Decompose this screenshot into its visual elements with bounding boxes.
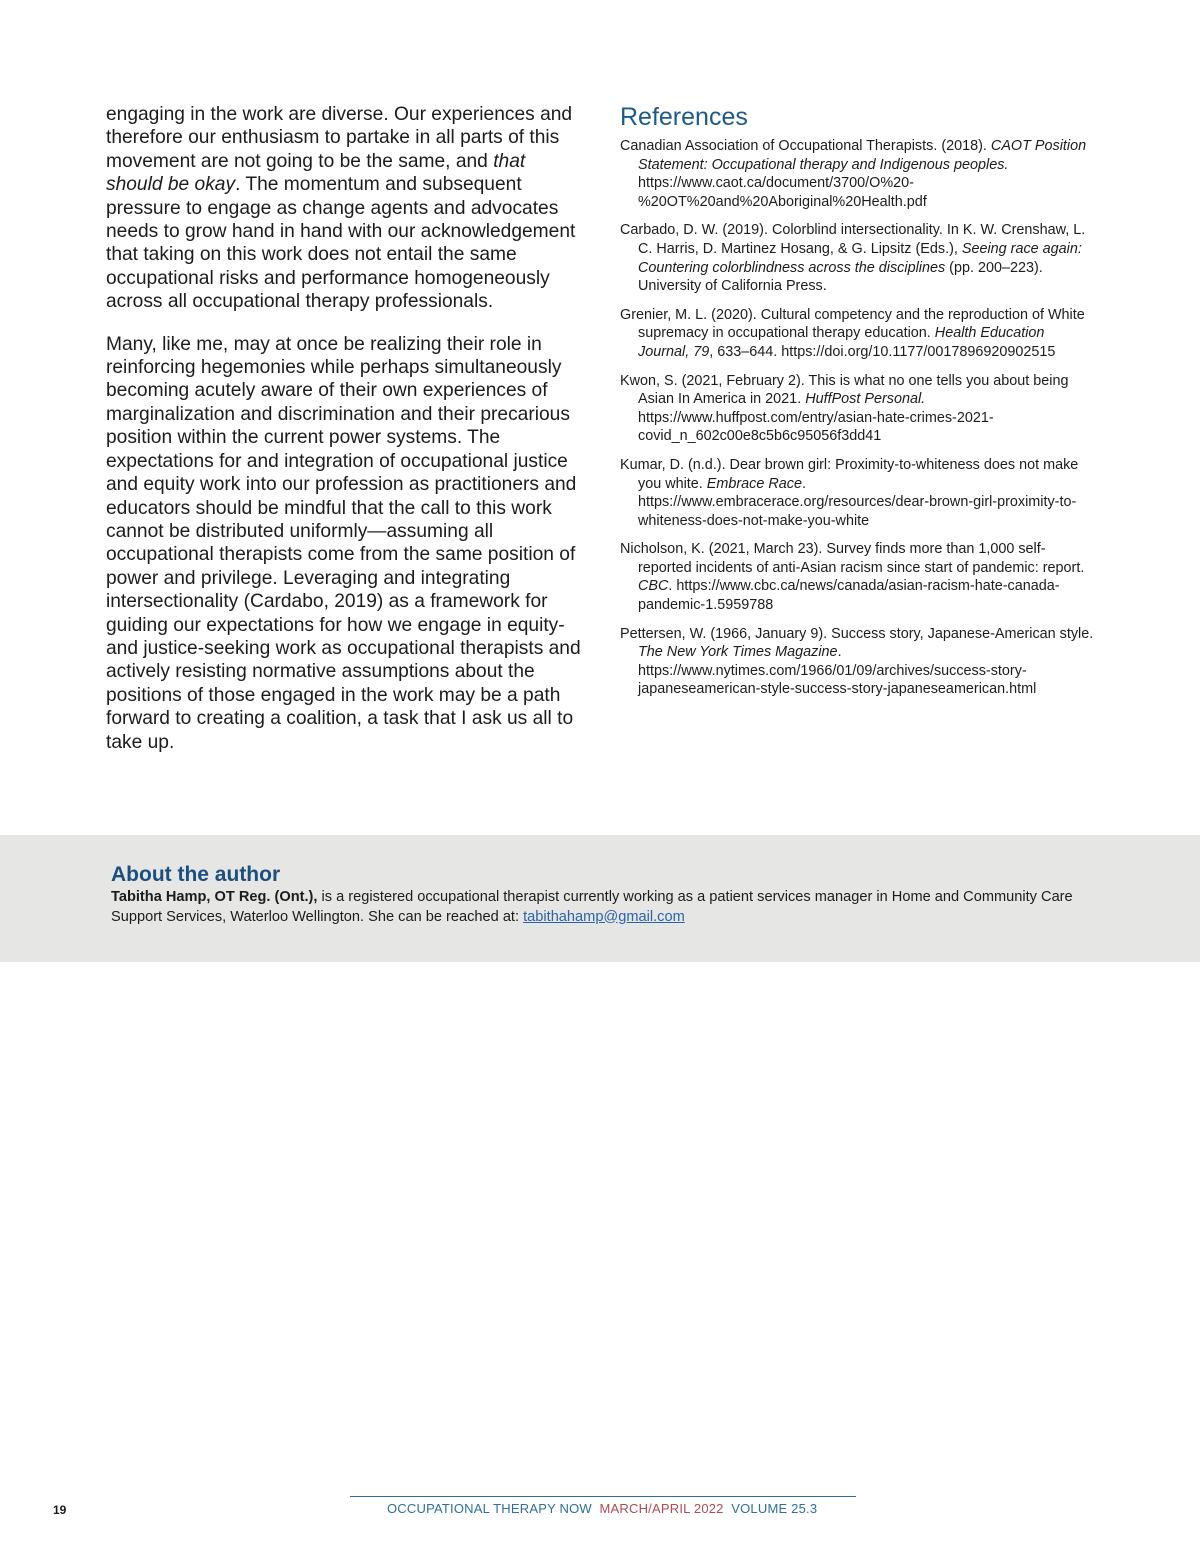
body-paragraph-1 <box>106 103 584 314</box>
reference-text: https://www.huffpost.com/entry/asian-hate-crimes-2021-covid_n_602c00e8c5b6c95056f3dd41 <box>638 409 994 445</box>
reference-text: Kumar, D. (n.d.). Dear brown girl: Proximity-to-whiteness does not make you white. <box>620 456 1079 492</box>
reference-item <box>620 540 1096 614</box>
reference-item <box>620 221 1096 295</box>
footer-volume: VOLUME 25.3 <box>731 1501 818 1516</box>
reference-text: (pp. 200–223). University of California Press. <box>638 259 1043 295</box>
about-author-panel <box>0 835 1200 962</box>
reference-item <box>620 372 1096 446</box>
references-column <box>620 102 1096 709</box>
footer-running-title <box>387 1501 817 1516</box>
reference-item <box>620 306 1096 362</box>
reference-text: Pettersen, W. (1966, January 9). Success story, Japanese-American style. <box>620 625 1094 642</box>
reference-text: Grenier, M. L. (2020). Cultural competency and the reproduction of White supremacy in occupational therapy education. <box>620 306 1085 342</box>
reference-text: . https://www.cbc.ca/news/canada/asian-racism-hate-canada-pandemic-1.5959788 <box>638 578 1060 614</box>
reference-text: . https://www.embracerace.org/resources/dear-brown-girl-proximity-to-whiteness-does-not-make-you-white <box>638 475 1077 529</box>
reference-title: Seeing race again: Countering colorblindness across the disciplines <box>638 240 1082 276</box>
reference-text: . https://www.nytimes.com/1966/01/09/archives/success-story-japaneseamerican-style-success-story-japaneseamerican.html <box>638 644 1037 698</box>
body-text: engaging in the work are diverse. Our experiences and therefore our enthusiasm to partake in all parts of this movement are not going to be the same, and <box>106 104 573 172</box>
footer-divider <box>350 1496 856 1497</box>
reference-title: Health Education Journal, 79 <box>638 325 1045 360</box>
page-number: 19 <box>53 1503 67 1517</box>
reference-text: , 633–644. https://doi.org/10.1177/0017896920902515 <box>709 343 1056 360</box>
footer-issue-date: MARCH/APRIL 2022 <box>599 1501 724 1516</box>
body-text: . The momentum and subsequent pressure to engage as change agents and advocates needs to grow hand in hand with our acknowledgement that taking on this work does not entail the same occupational risks and performance homogeneously across all occupational therapy professionals. <box>106 174 576 313</box>
reference-title: CAOT Position Statement: Occupational therapy and Indigenous peoples. <box>638 138 1087 173</box>
author-bio-text: is a registered occupational therapist currently working as a patient services manager in Home and Community Care Support Services, Waterloo Wellington. She can be reached at: <box>111 889 1073 925</box>
reference-title: HuffPost Personal. <box>805 391 926 408</box>
author-bio <box>111 888 1101 927</box>
reference-text: https://www.caot.ca/document/3700/O%20-%20OT%20and%20Aboriginal%20Health.pdf <box>638 175 927 210</box>
body-column <box>106 103 584 773</box>
reference-item <box>620 456 1096 530</box>
reference-text: Kwon, S. (2021, February 2). This is what no one tells you about being Asian In America in 2021. <box>620 372 1069 408</box>
about-author-heading: About the author <box>111 863 281 886</box>
body-paragraph-2: Many, like me, may at once be realizing their role in reinforcing hegemonies while perhaps simultaneously becoming acutely aware of their own experiences of marginalization and discrimination and their precarious position within the current power systems. The expectations for and integration of occupational justice and equity work into our profession as practitioners and educators should be mindful that the call to this work cannot be distributed uniformly—assuming all occupational therapists come from the same position of power and privilege. Leveraging and integrating intersectionality (Cardabo, 2019) as a framework for guiding our expectations for how we engage in equity- and justice-seeking work as occupational therapists and actively resisting normative assumptions about the positions of those engaged in the work may be a path forward to creating a coalition, a task that I ask us all to take up. <box>106 333 581 753</box>
footer-journal-name: OCCUPATIONAL THERAPY NOW <box>387 1501 592 1516</box>
reference-title: Embrace Race <box>706 475 802 492</box>
author-email-link[interactable]: tabithahamp@gmail.com <box>523 908 685 925</box>
references-heading: References <box>620 103 748 131</box>
author-name: Tabitha Hamp, OT Reg. (Ont.), <box>111 889 318 905</box>
reference-item <box>620 625 1096 699</box>
body-emphasis: that should be okay <box>106 150 526 196</box>
reference-title: The New York Times Magazine <box>638 644 838 661</box>
reference-text: Carbado, D. W. (2019). Colorblind intersectionality. In K. W. Crenshaw, L. C. Harris, D. Martinez Hosang, & G. Lipsitz (Eds.), <box>620 222 1086 257</box>
reference-item <box>620 137 1096 211</box>
reference-text: Nicholson, K. (2021, March 23). Survey finds more than 1,000 self-reported incidents of anti-Asian racism since start of pandemic: report. <box>620 541 1085 576</box>
reference-text: Canadian Association of Occupational Therapists. (2018). <box>620 138 991 154</box>
reference-title: CBC <box>638 578 669 595</box>
